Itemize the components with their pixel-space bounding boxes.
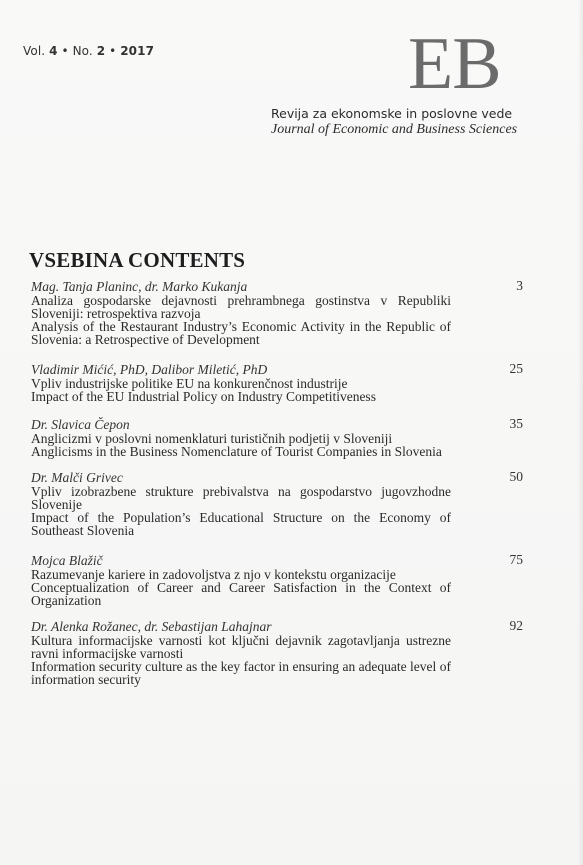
entry-page-number: 50 — [509, 469, 523, 484]
entry-page-number: 75 — [509, 552, 523, 567]
entry-title-slovene: Anglicizmi v poslovni nomenklaturi turističnih podjetij v Sloveniji — [31, 431, 393, 446]
separator-bullet: • — [61, 44, 69, 58]
journal-logo: EB — [408, 23, 501, 105]
entry-authors: Mag. Tanja Planinc, dr. Marko Kukanja — [31, 279, 248, 294]
toc-entry[interactable] — [31, 554, 531, 607]
toc-entry[interactable] — [31, 363, 531, 403]
contents-heading: VSEBINA CONTENTS — [29, 248, 246, 272]
entry-authors: Dr. Slavica Čepon — [31, 417, 130, 432]
journal-name-slovene: Revija za ekonomske in poslovne vede — [271, 106, 513, 121]
entry-page-number: 25 — [509, 361, 523, 376]
entry-title-english: Anglicisms in the Business Nomenclature of Tourist Companies in Slovenia — [31, 444, 442, 459]
entry-title-slovene: Analiza gospodarske dejavnosti prehrambnega gostinstva v Republiki Sloveniji: retrospektiva razvoja — [31, 293, 451, 321]
volume-number: 4 — [49, 44, 58, 58]
entry-authors: Dr. Alenka Rožanec, dr. Sebastijan Lahajnar — [31, 619, 272, 634]
entry-title-english: Information security culture as the key factor in ensuring an adequate level of information security — [31, 659, 451, 687]
volume-label: Vol. — [23, 44, 46, 58]
volume-issue-line — [23, 44, 154, 58]
entry-title-english: Analysis of the Restaurant Industry’s Economic Activity in the Republic of Slovenia: a Retrospective of Development — [31, 319, 451, 347]
entry-title-english: Conceptualization of Career and Career Satisfaction in the Context of Organization — [31, 580, 451, 608]
entry-authors: Dr. Malči Grivec — [31, 470, 123, 485]
issue-label: No. — [72, 44, 93, 58]
toc-entry[interactable] — [31, 418, 531, 458]
entry-page-number: 92 — [509, 618, 523, 633]
entry-page-number: 35 — [509, 416, 523, 431]
toc-entry[interactable] — [31, 280, 531, 346]
entry-authors: Mojca Blažič — [31, 553, 103, 568]
toc-entry[interactable] — [31, 471, 531, 537]
entry-title-english: Impact of the EU Industrial Policy on Industry Competitiveness — [31, 389, 376, 404]
entry-title-slovene: Razumevanje kariere in zadovoljstva z njo v kontekstu organizacije — [31, 567, 396, 582]
entry-title-slovene: Vpliv izobrazbene strukture prebivalstva na gospodarstvo jugovzhodne Slovenije — [31, 484, 451, 512]
separator-bullet: • — [109, 44, 117, 58]
year: 2017 — [120, 44, 155, 58]
entry-authors: Vladimir Mićić, PhD, Dalibor Miletić, PhD — [31, 362, 268, 377]
entry-title-slovene: Vpliv industrijske politike EU na konkurenčnost industrije — [31, 376, 348, 391]
issue-number: 2 — [96, 44, 106, 58]
page-edge-shadow — [577, 0, 583, 865]
journal-name-english: Journal of Economic and Business Sciences — [271, 122, 518, 137]
entry-title-english: Impact of the Population’s Educational Structure on the Economy of Southeast Slovenia — [31, 510, 451, 538]
toc-entry[interactable] — [31, 620, 531, 686]
entry-title-slovene: Kultura informacijske varnosti kot ključni dejavnik zagotavljanja ustrezne ravni informacijske varnosti — [31, 633, 451, 661]
entry-page-number: 3 — [516, 278, 523, 293]
